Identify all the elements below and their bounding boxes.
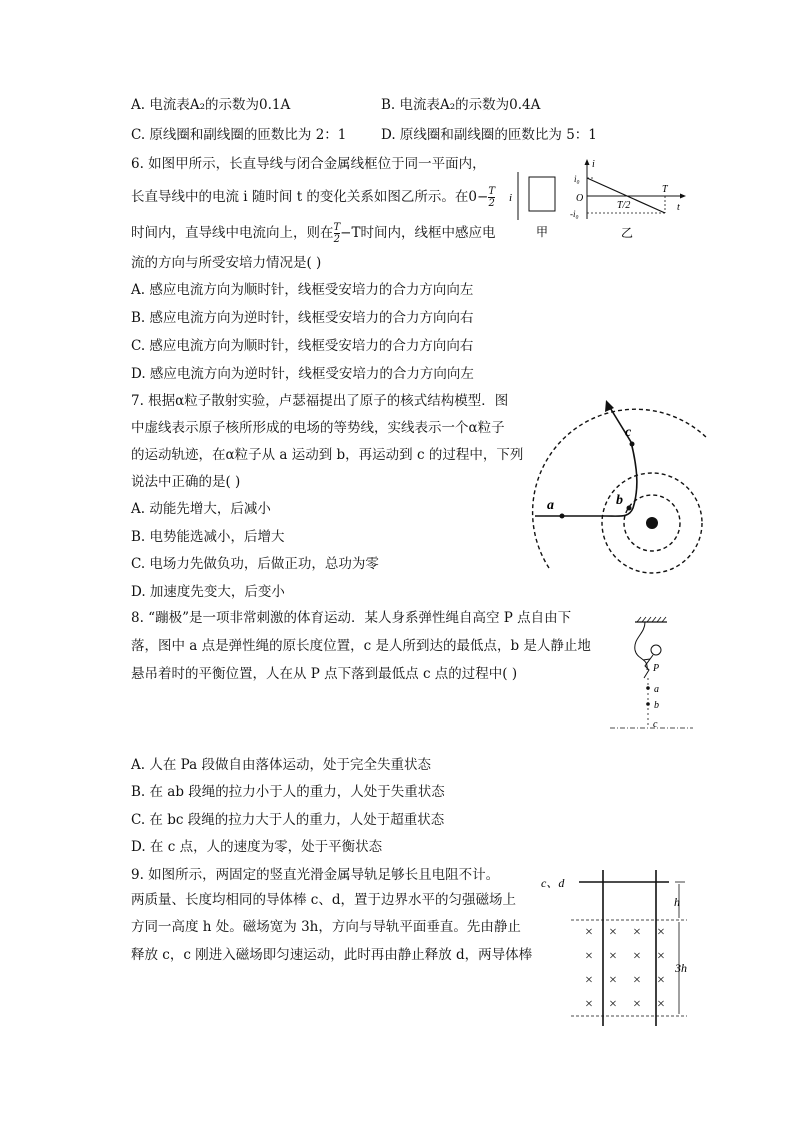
q7-stem-line4: 说法中正确的是( ) [131, 474, 241, 490]
q7-stem-line2: 中虚线表示原子核所形成的电场的等势线，实线表示一个α粒子 [131, 420, 505, 436]
x-mark: × [657, 997, 665, 1012]
q7-stem-line1: 7. 根据α粒子散射实验，卢瑟福提出了原子的核式结构模型．图 [131, 393, 509, 409]
q5-option-a: A. 电流表A₂的示数为0.1A [131, 97, 291, 113]
label-h: h [674, 895, 680, 909]
q6-fraction-1-num: T [488, 186, 495, 197]
q6-option-c: C. 感应电流方向为顺时针，线框受安培力的合力方向向右 [131, 338, 474, 354]
x-mark: × [585, 997, 593, 1012]
q8-option-c: C. 在 bc 段绳的拉力大于人的重力，人处于超重状态 [131, 812, 445, 828]
q6-stem-line2-text: 长直导线中的电流 i 随时间 t 的变化关系如图乙所示。在0− [131, 189, 489, 205]
current-label: i [509, 192, 513, 204]
x-mark: × [585, 949, 593, 964]
q7-option-a: A. 动能先增大，后减小 [131, 501, 271, 517]
q8-option-b: B. 在 ab 段绳的拉力小于人的重力，人处于失重状态 [131, 784, 445, 800]
x-mark: × [609, 973, 617, 988]
q7-option-b: B. 电势能选减小，后增大 [131, 529, 285, 545]
elastic-rope [635, 622, 647, 670]
q7-alpha-scattering-figure [525, 392, 710, 587]
q5-option-d: D. 原线圈和副线圈的匝数比为 5：1 [381, 127, 597, 143]
q6-stem-line3-text-a: 时间内，直导线中电流向上，则在 [131, 225, 334, 241]
t-label: t [677, 202, 680, 213]
q8-stem-line2: 落，图中 a 点是弹性绳的原长度位置，c 是人所到达的最低点，b 是人静止地 [131, 638, 591, 654]
q6-stem-line2 [131, 186, 495, 209]
i-axis-arrow [585, 159, 590, 165]
i-label: i [592, 159, 595, 170]
neg-i0-label: -i₀ [570, 209, 579, 219]
equipotential-outer [533, 409, 707, 568]
person-body [644, 655, 653, 678]
q6-fraction-1 [488, 186, 495, 209]
q6-fraction-1-den: 2 [488, 198, 495, 209]
caption-jia: 甲 [536, 225, 549, 239]
t-axis-arrow [680, 194, 686, 199]
q8-bungee-figure [605, 614, 700, 734]
caption-yi: 乙 [621, 226, 634, 240]
metal-frame [529, 177, 555, 211]
q8-option-d: D. 在 c 点，人的速度为零，处于平衡状态 [131, 839, 383, 855]
x-mark: × [609, 949, 617, 964]
q6-fraction-2-num: T [333, 222, 341, 233]
q9-magnetic-field-figure [535, 866, 700, 1028]
q6-fraction-2-den: 2 [333, 234, 341, 245]
label-c: c [625, 425, 632, 440]
q6-stem-line3-text-b: −T时间内，线框中感应电 [340, 225, 496, 241]
label-3h: 3h [675, 961, 687, 975]
q6-option-b: B. 感应电流方向为逆时针，线框受安培力的合力方向向右 [131, 310, 474, 326]
q5-option-b: B. 电流表A₂的示数为0.4A [381, 97, 541, 113]
point-c [630, 442, 635, 447]
q9-stem-line4: 释放 c，c 刚进入磁场即匀速运动，此时再由静止释放 d，两导体棒 [131, 947, 533, 963]
point-b [646, 702, 650, 706]
trajectory-arrow [605, 400, 614, 412]
x-mark: × [657, 925, 665, 940]
x-mark: × [657, 949, 665, 964]
field-crosses [585, 925, 665, 1012]
origin-label: O [576, 193, 584, 204]
x-mark: × [609, 997, 617, 1012]
label-c: c [653, 719, 658, 730]
person-head [651, 645, 661, 655]
label-b: b [654, 700, 659, 711]
T-label: T [662, 184, 668, 195]
q8-stem-line1: 8. “蹦极”是一项非常刺激的体育运动．某人身系弹性绳自高空 P 点自由下 [131, 610, 572, 626]
q6-stem-line3 [131, 222, 496, 245]
q7-option-d: D. 加速度先变大，后变小 [131, 584, 285, 600]
q9-stem-line3: 方同一高度 h 处。磁场宽为 3h，方向与导轨平面垂直。先由静止 [131, 919, 521, 935]
label-a: a [547, 498, 554, 513]
half-T-label: T/2 [617, 200, 631, 211]
q9-stem-line2: 两质量、长度均相同的导体棒 c、d，置于边界水平的匀强磁场上 [131, 892, 516, 908]
x-mark: × [633, 973, 641, 988]
label-cd: c、d [541, 876, 565, 890]
x-mark: × [633, 997, 641, 1012]
q7-option-c: C. 电场力先做负功，后做正功，总功为零 [131, 556, 379, 572]
x-mark: × [609, 925, 617, 940]
q8-stem-line3: 悬吊着时的平衡位置，人在从 P 点下落到最低点 c 点的过程中( ) [131, 666, 518, 682]
x-mark: × [657, 973, 665, 988]
q6-figure-yi [565, 157, 695, 243]
i0-label: i₀ [574, 174, 580, 184]
q5-option-c: C. 原线圈和副线圈的匝数比为 2：1 [131, 127, 347, 143]
q6-option-a: A. 感应电流方向为顺时针，线框受安培力的合力方向向左 [131, 282, 474, 298]
x-mark: × [585, 973, 593, 988]
q6-stem-line4: 流的方向与所受安培力情况是( ) [131, 255, 322, 271]
point-b [627, 506, 632, 511]
q6-option-d: D. 感应电流方向为逆时针，线框受安培力的合力方向向左 [131, 366, 474, 382]
q6-figure-jia [505, 168, 565, 240]
point-a [646, 686, 650, 690]
ceiling-hatch [637, 617, 666, 622]
label-a: a [654, 684, 659, 695]
label-b: b [616, 493, 623, 508]
nucleus [646, 517, 658, 529]
x-mark: × [633, 949, 641, 964]
label-P: P [653, 663, 660, 674]
point-a [560, 514, 565, 519]
x-mark: × [585, 925, 593, 940]
q7-stem-line3: 的运动轨迹，在α粒子从 a 运动到 b，再运动到 c 的过程中，下列 [131, 447, 524, 463]
q8-option-a: A. 人在 Pa 段做自由落体运动，处于完全失重状态 [131, 757, 431, 773]
x-mark: × [633, 925, 641, 940]
q6-stem-line1: 6. 如图甲所示，长直导线与闭合金属线框位于同一平面内， [131, 156, 486, 172]
q9-stem-line1: 9. 如图所示，两固定的竖直光滑金属导轨足够长且电阻不计。 [131, 867, 500, 883]
